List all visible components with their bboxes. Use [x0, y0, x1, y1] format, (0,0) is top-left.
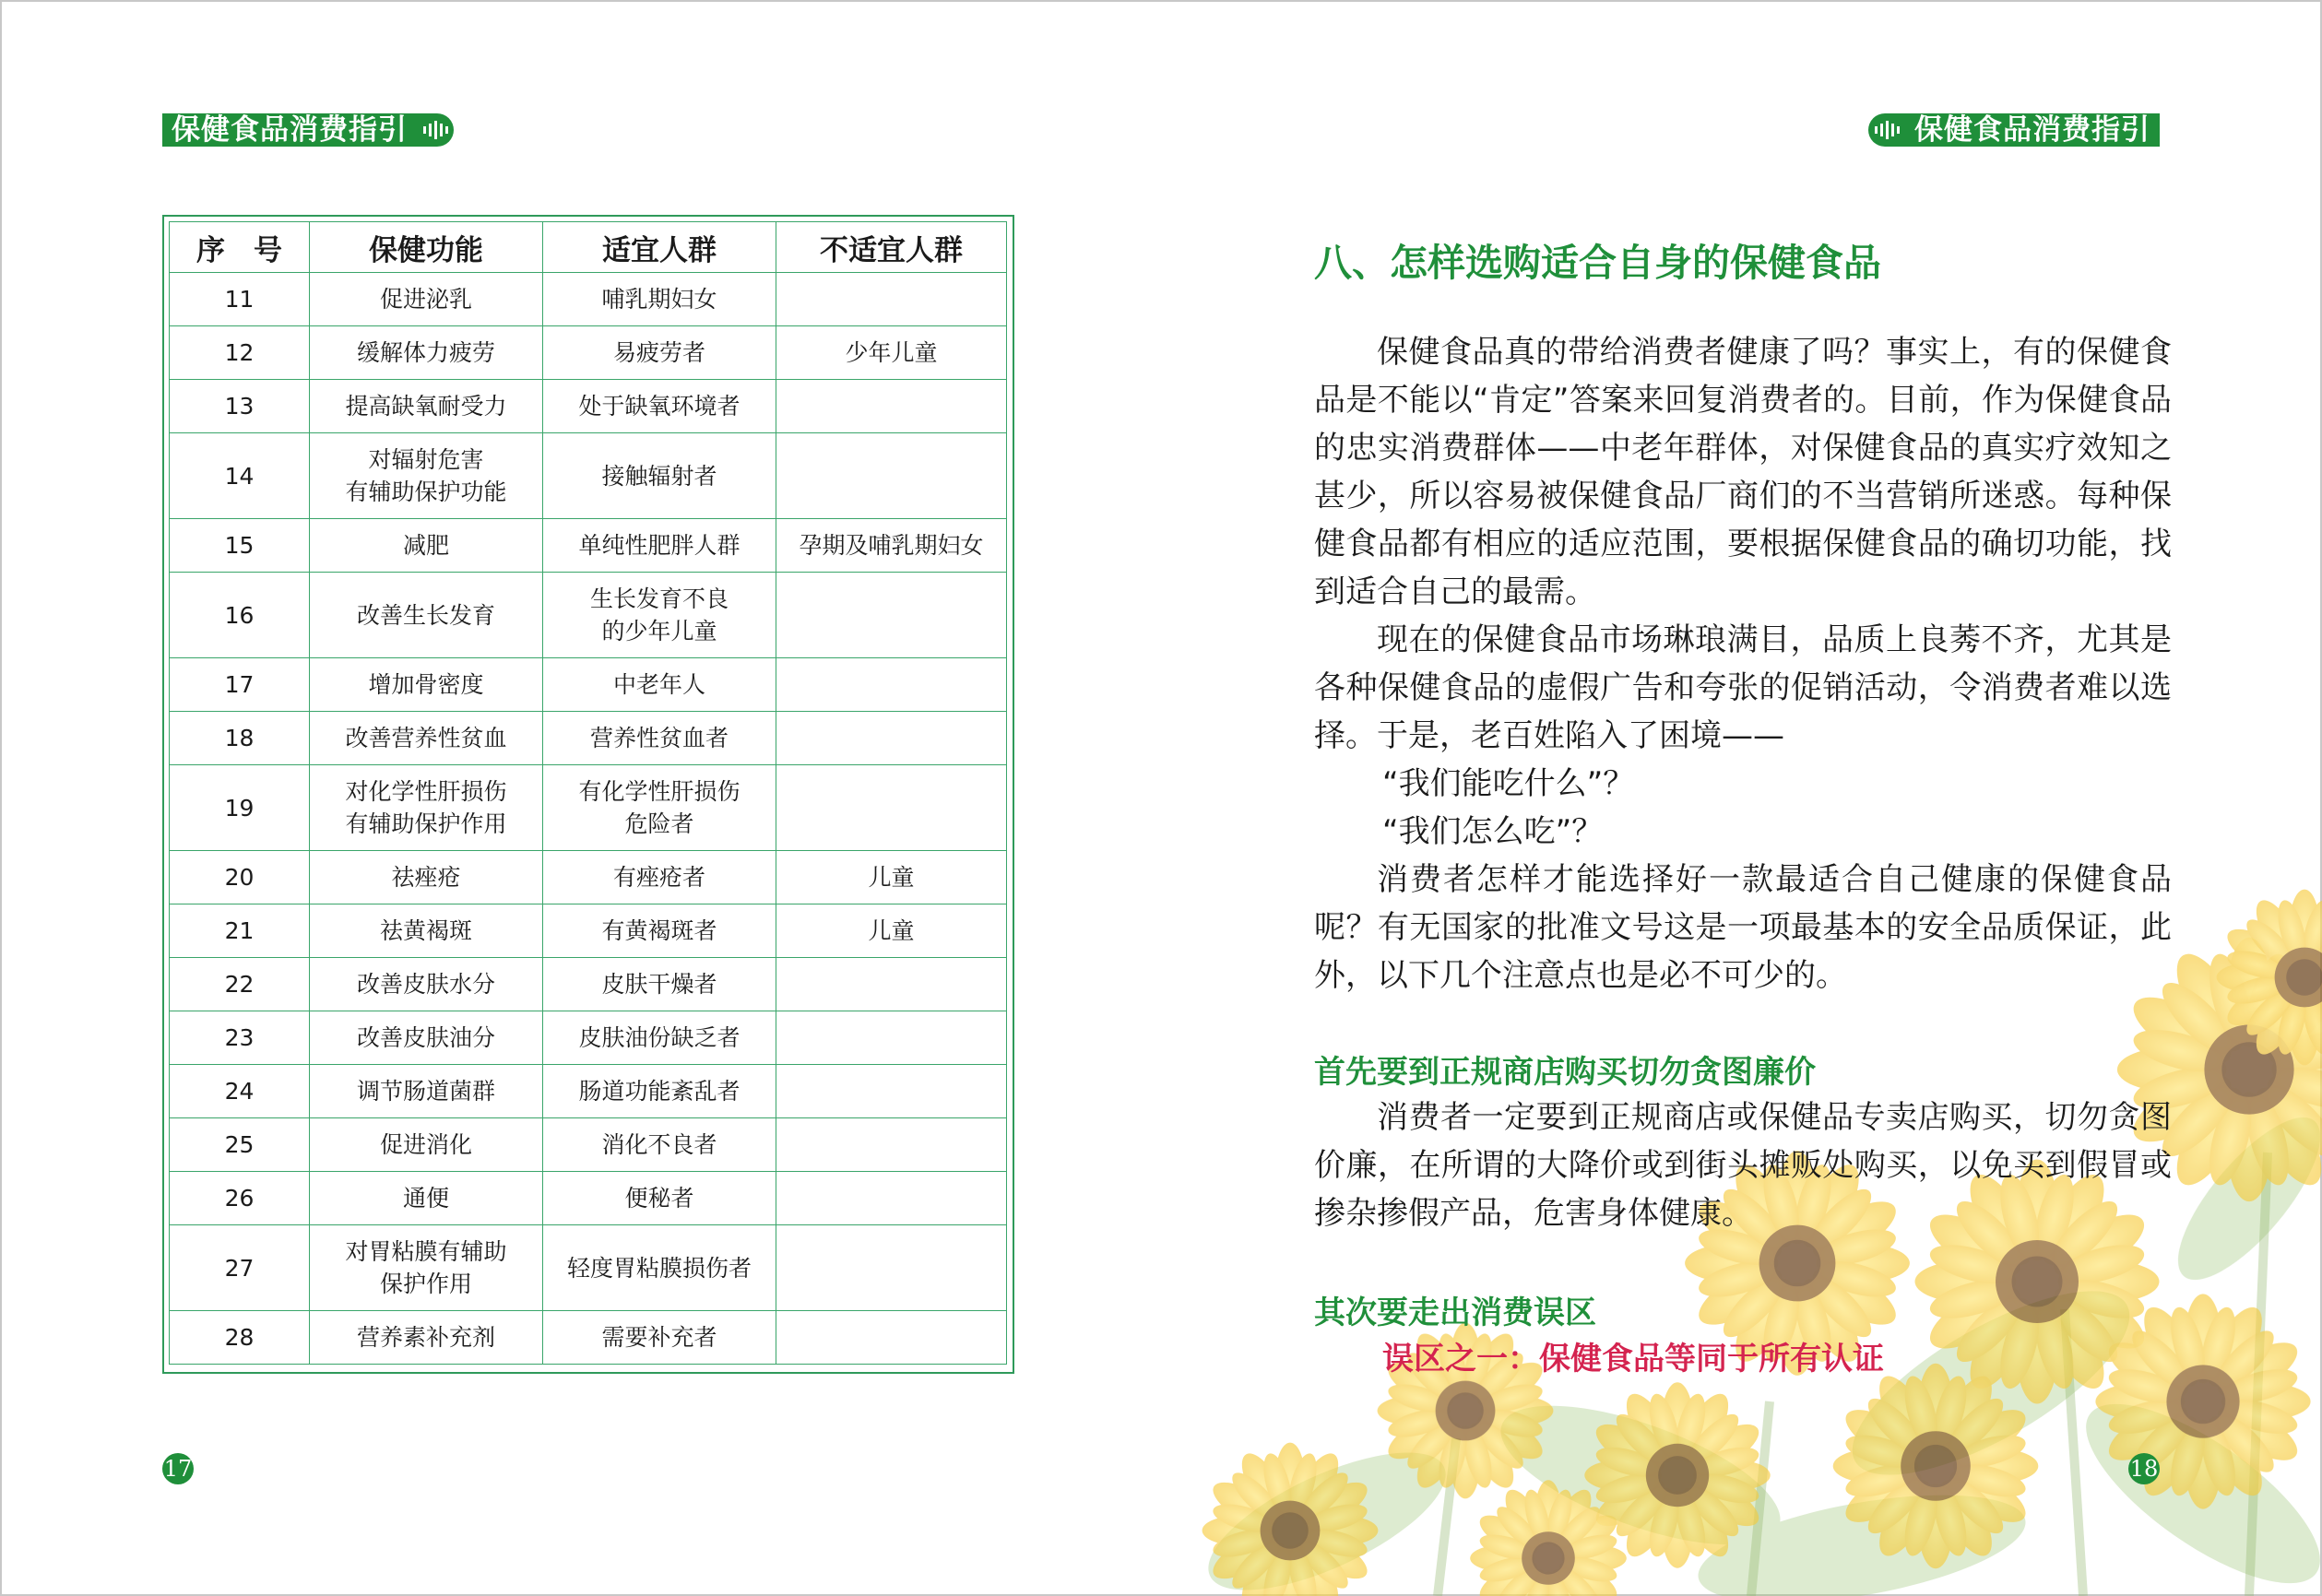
- cell-number: 27: [170, 1225, 310, 1311]
- cell-suitable: [543, 1311, 776, 1365]
- cell-function-line: 改善营养性贫血: [345, 725, 507, 751]
- subheading-first-body: [1314, 1094, 2172, 1237]
- cell-function: [310, 904, 543, 958]
- cell-suitable-line: 接触辐射者: [601, 462, 717, 490]
- function-table: [169, 221, 1007, 1365]
- cell-function: [310, 1118, 543, 1172]
- cell-function-line: 营养素补充剂: [356, 1324, 495, 1351]
- cell-suitable: [543, 765, 776, 851]
- cell-number: 26: [170, 1172, 310, 1225]
- cell-unsuitable: [776, 712, 1007, 765]
- cell-suitable: [543, 326, 776, 380]
- cell-function: [310, 958, 543, 1011]
- header-title: 保健食品消费指引: [1905, 113, 2160, 147]
- cell-suitable-line: 中老年人: [612, 671, 705, 698]
- cell-function-line: 对辐射危害: [368, 446, 484, 473]
- header-badge-left: [162, 113, 454, 147]
- cell-number: 18: [170, 712, 310, 765]
- cell-suitable-line: 有黄褐斑者: [601, 917, 717, 944]
- cell-unsuitable: 孕期及哺乳期妇女: [776, 519, 1007, 573]
- cell-suitable-line: 需要补充者: [601, 1324, 717, 1351]
- header-suitable: 适宜人群: [543, 222, 776, 273]
- cell-function: [310, 851, 543, 904]
- cell-function-line: 改善皮肤水分: [356, 971, 495, 998]
- cell-suitable: [543, 273, 776, 326]
- cell-suitable-line: 肠道功能紊乱者: [578, 1078, 740, 1105]
- cell-unsuitable: [776, 1065, 1007, 1118]
- cell-function-line: 保护作用: [379, 1271, 472, 1297]
- cell-suitable-line: 单纯性肥胖人群: [578, 532, 740, 559]
- cell-unsuitable: [776, 1225, 1007, 1311]
- cell-suitable: [543, 573, 776, 658]
- misconception-heading: 误区之一：保健食品等同于所有认证: [1382, 1341, 1884, 1377]
- cell-suitable-line: 易疲劳者: [612, 339, 705, 366]
- cell-function: [310, 519, 543, 573]
- table-row: [170, 1118, 1007, 1172]
- cell-suitable-line: 的少年儿童: [601, 618, 717, 644]
- table-row: [170, 904, 1007, 958]
- paragraph-4: 消费者一定要到正规商店或保健品专卖店购买，切勿贪图价廉，在所谓的大降价或到街头摊贩处购买，以免买到假冒或掺杂掺假产品，危害身体健康。: [1314, 1099, 2172, 1232]
- cell-suitable: [543, 380, 776, 433]
- cell-suitable-line: 轻度胃粘膜损伤者: [566, 1254, 752, 1282]
- cell-function: [310, 273, 543, 326]
- cell-suitable: [543, 658, 776, 712]
- paragraph-2: 现在的保健食品市场琳琅满目，品质上良莠不齐，尤其是各种保健食品的虚假广告和夸张的促销活动，令消费者难以选择。于是，老百姓陷入了困境——: [1314, 621, 2172, 754]
- cell-suitable-line: 处于缺氧环境者: [578, 393, 740, 420]
- cell-suitable: [543, 904, 776, 958]
- table-row: [170, 1172, 1007, 1225]
- table-row: [170, 1225, 1007, 1311]
- table-row: [170, 958, 1007, 1011]
- cell-suitable: [543, 712, 776, 765]
- cell-function: [310, 1311, 543, 1365]
- cell-suitable-line: 皮肤干燥者: [601, 971, 717, 998]
- cell-suitable-line: 皮肤油份缺乏者: [578, 1024, 740, 1051]
- table-row: [170, 273, 1007, 326]
- table-row: [170, 765, 1007, 851]
- paragraph-3: 消费者怎样才能选择好一款最适合自己健康的保健食品呢？有无国家的批准文号这是一项最基本的安全品质保证，此外，以下几个注意点也是必不可少的。: [1314, 861, 2172, 994]
- page-number-left: 17: [162, 1453, 194, 1484]
- cell-number: 14: [170, 433, 310, 519]
- quote-2: “我们怎么吃”？: [1382, 813, 1604, 850]
- cell-suitable: [543, 1065, 776, 1118]
- cell-function: [310, 712, 543, 765]
- cell-unsuitable: [776, 1118, 1007, 1172]
- cell-number: 25: [170, 1118, 310, 1172]
- table-row: [170, 1311, 1007, 1365]
- cell-suitable-line: 营养性贫血者: [589, 725, 729, 751]
- quote-1: “我们能吃什么”？: [1382, 765, 1635, 802]
- function-table-frame: [162, 215, 1014, 1374]
- cell-function-line: 调节肠道菌群: [356, 1078, 495, 1105]
- table-row: [170, 519, 1007, 573]
- cell-number: 28: [170, 1311, 310, 1365]
- cell-function-line: 通便: [402, 1185, 449, 1212]
- cell-unsuitable: 儿童: [776, 851, 1007, 904]
- cell-number: 22: [170, 958, 310, 1011]
- header-title: 保健食品消费指引: [162, 113, 417, 147]
- table-body: [170, 273, 1007, 1365]
- subheading-second: 其次要走出消费误区: [1314, 1295, 1596, 1331]
- right-page: [1161, 0, 2322, 1596]
- table-row: [170, 380, 1007, 433]
- cell-unsuitable: [776, 273, 1007, 326]
- table-row: [170, 658, 1007, 712]
- cell-suitable: [543, 1172, 776, 1225]
- cell-function: [310, 326, 543, 380]
- cell-unsuitable: 儿童: [776, 904, 1007, 958]
- table-row: [170, 851, 1007, 904]
- intro-paragraphs: [1314, 328, 2172, 999]
- subheading-first: 首先要到正规商店购买切勿贪图廉价: [1314, 1054, 1816, 1091]
- cell-number: 21: [170, 904, 310, 958]
- cell-function-line: 促进消化: [379, 1131, 472, 1158]
- cell-number: 24: [170, 1065, 310, 1118]
- cell-unsuitable: [776, 765, 1007, 851]
- cell-function-line: 改善皮肤油分: [356, 1024, 495, 1051]
- sound-bars-icon: [1868, 113, 1905, 147]
- cell-unsuitable: 少年儿童: [776, 326, 1007, 380]
- sound-bars-icon: [417, 113, 454, 147]
- table-row: [170, 433, 1007, 519]
- cell-function: [310, 573, 543, 658]
- cell-unsuitable: [776, 958, 1007, 1011]
- cell-suitable-line: 生长发育不良: [589, 585, 729, 612]
- cell-suitable-line: 哺乳期妇女: [601, 286, 717, 313]
- header-unsuitable: 不适宜人群: [776, 222, 1007, 273]
- cell-suitable-line: 便秘者: [624, 1185, 694, 1212]
- table-row: [170, 1011, 1007, 1065]
- cell-number: 20: [170, 851, 310, 904]
- table-row: [170, 573, 1007, 658]
- cell-function-line: 促进泌乳: [379, 286, 472, 313]
- cell-suitable: [543, 1011, 776, 1065]
- cell-unsuitable: [776, 658, 1007, 712]
- cell-function: [310, 433, 543, 519]
- paragraph-1: 保健食品真的带给消费者健康了吗？事实上，有的保健食品是不能以“肯定”答案来回复消费者的。目前，作为保健食品的忠实消费群体——中老年群体，对保健食品的真实疗效知之甚少，所以容易被保健食品厂商们的不当营销所迷惑。每种保健食品都有相应的适应范围，要根据保健食品的确切功能，找到适合自己的最需。: [1314, 334, 2172, 610]
- cell-function-line: 祛痤疮: [391, 864, 461, 891]
- cell-function-line: 改善生长发育: [356, 601, 495, 629]
- table-row: [170, 712, 1007, 765]
- cell-function-line: 有辅助保护功能: [345, 479, 507, 505]
- cell-suitable-line: 有化学性肝损伤: [578, 778, 740, 805]
- cell-unsuitable: [776, 573, 1007, 658]
- table-header-row: [170, 222, 1007, 273]
- cell-suitable-line: 消化不良者: [601, 1131, 717, 1158]
- cell-number: 17: [170, 658, 310, 712]
- cell-function: [310, 1011, 543, 1065]
- cell-suitable: [543, 958, 776, 1011]
- section-title: 八、怎样选购适合自身的保健食品: [1314, 241, 1881, 285]
- header-number: 序 号: [170, 222, 310, 273]
- cell-unsuitable: [776, 380, 1007, 433]
- cell-function: [310, 765, 543, 851]
- cell-function: [310, 1225, 543, 1311]
- cell-function-line: 缓解体力疲劳: [356, 339, 495, 366]
- header-function: 保健功能: [310, 222, 543, 273]
- cell-number: 19: [170, 765, 310, 851]
- cell-suitable: [543, 851, 776, 904]
- page-number-right: 18: [2128, 1453, 2160, 1484]
- cell-function-line: 对化学性肝损伤: [345, 778, 507, 805]
- cell-number: 15: [170, 519, 310, 573]
- cell-suitable: [543, 433, 776, 519]
- cell-suitable: [543, 519, 776, 573]
- cell-suitable-line: 有痤疮者: [612, 864, 705, 891]
- cell-function-line: 祛黄褐斑: [379, 917, 472, 944]
- cell-function: [310, 658, 543, 712]
- cell-function-line: 减肥: [402, 532, 449, 559]
- header-badge-right: [1868, 113, 2160, 147]
- cell-function-line: 提高缺氧耐受力: [345, 393, 507, 420]
- cell-function: [310, 380, 543, 433]
- cell-suitable-line: 危险者: [624, 810, 694, 837]
- cell-number: 13: [170, 380, 310, 433]
- cell-number: 23: [170, 1011, 310, 1065]
- cell-function: [310, 1065, 543, 1118]
- table-row: [170, 1065, 1007, 1118]
- cell-unsuitable: [776, 433, 1007, 519]
- cell-suitable: [543, 1118, 776, 1172]
- cell-number: 11: [170, 273, 310, 326]
- cell-function-line: 对胃粘膜有辅助: [345, 1238, 507, 1265]
- cell-function-line: 有辅助保护作用: [345, 810, 507, 837]
- cell-function: [310, 1172, 543, 1225]
- cell-unsuitable: [776, 1172, 1007, 1225]
- table-row: [170, 326, 1007, 380]
- cell-function-line: 增加骨密度: [368, 671, 484, 698]
- cell-suitable: [543, 1225, 776, 1311]
- cell-unsuitable: [776, 1011, 1007, 1065]
- cell-unsuitable: [776, 1311, 1007, 1365]
- cell-number: 12: [170, 326, 310, 380]
- cell-number: 16: [170, 573, 310, 658]
